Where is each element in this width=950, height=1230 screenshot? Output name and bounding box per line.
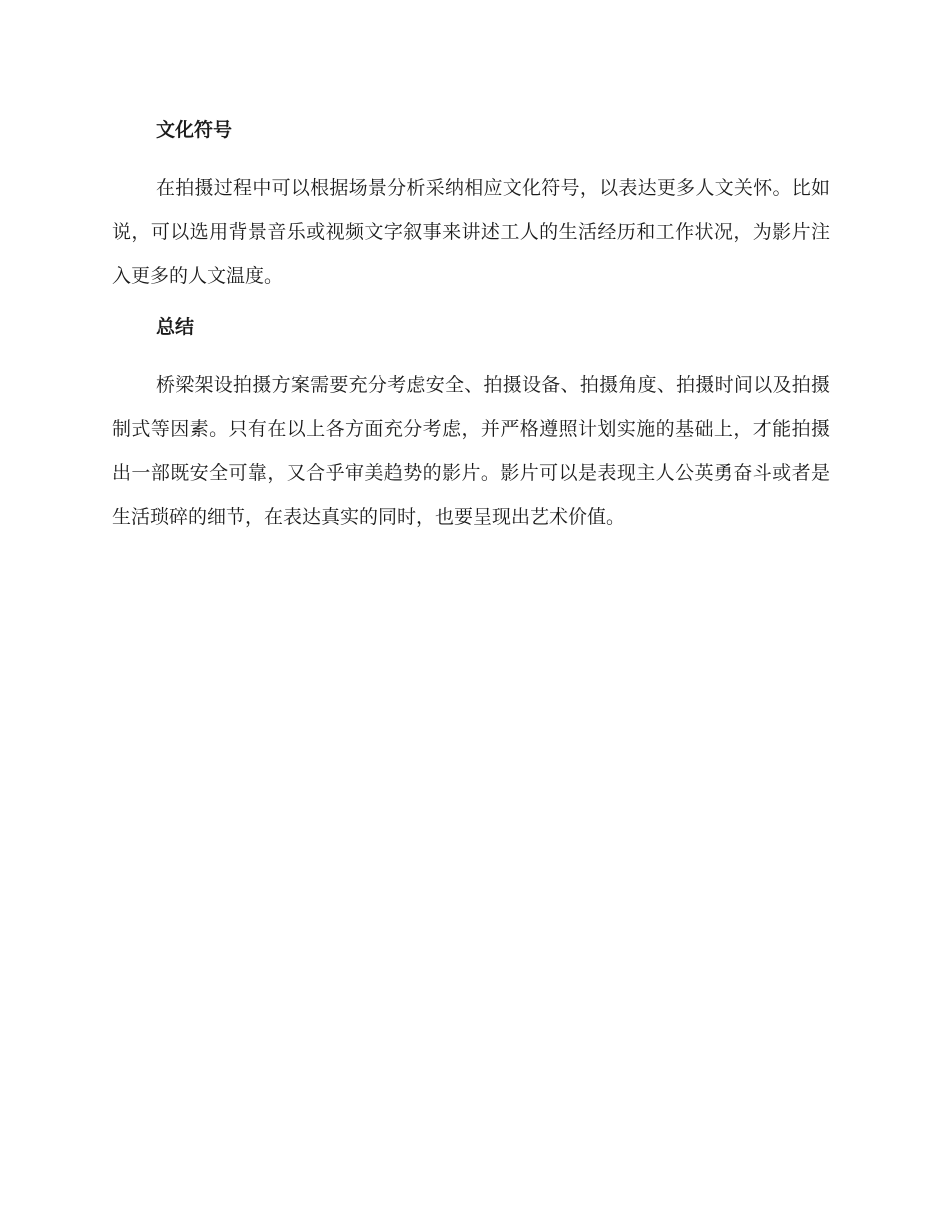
- section-heading-summary: 总结: [156, 316, 195, 338]
- section-paragraph-cultural-symbols: 在拍摄过程中可以根据场景分析采纳相应文化符号，以表达更多人文关怀。比如说，可以选用背景音乐或视频文字叙事来讲述工人的生活经历和工作状况，为影片注入更多的人文温度。: [112, 177, 830, 287]
- document-page: [112, 112, 830, 539]
- section-heading-cultural-symbols: 文化符号: [156, 119, 233, 141]
- section-paragraph-summary: 桥梁架设拍摄方案需要充分考虑安全、拍摄设备、拍摄角度、拍摄时间以及拍摄制式等因素。只有在以上各方面充分考虑，并严格遵照计划实施的基础上，才能拍摄出一部既安全可靠，又合乎审美趋势的影片。影片可以是表现主人公英勇奋斗或者是生活琐碎的细节，在表达真实的同时，也要呈现出艺术价值。: [112, 374, 830, 528]
